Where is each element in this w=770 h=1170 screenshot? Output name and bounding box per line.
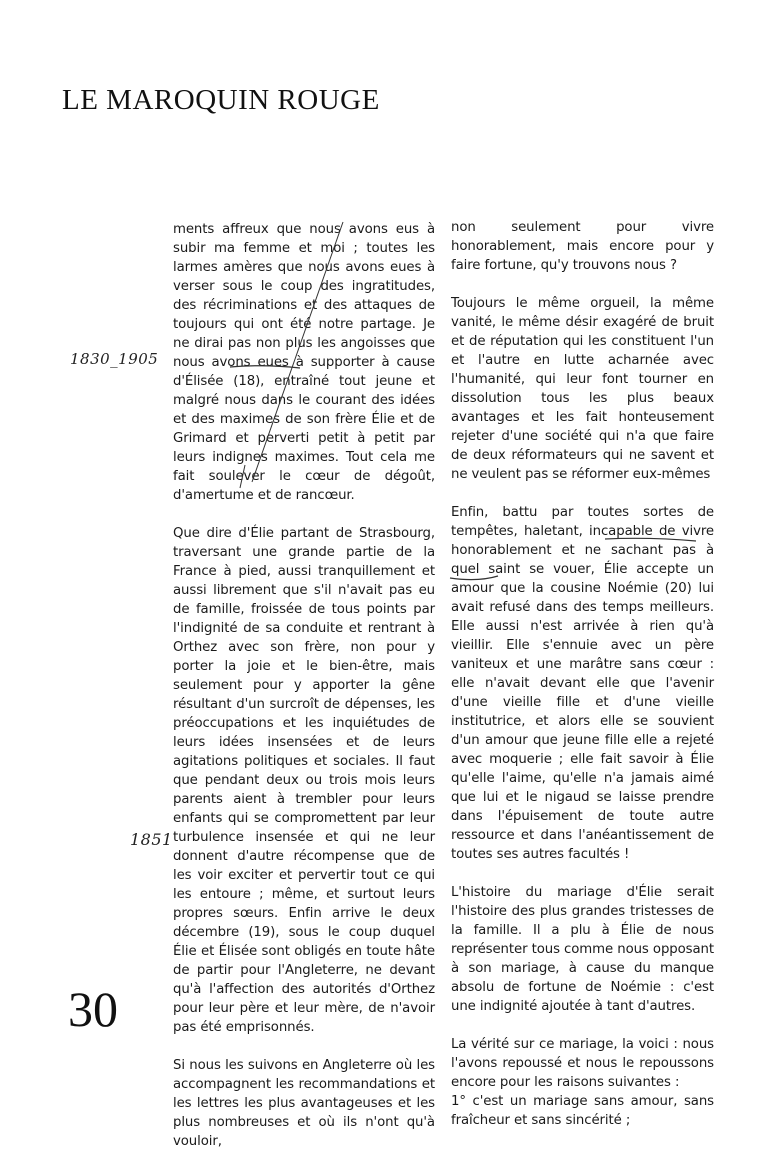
left-text-column bbox=[173, 220, 435, 1170]
paragraph: L'histoire du mariage d'Élie serait l'histoire des plus grandes tristesses de la famille. Il a plu à Élie de nous représenter tous comme nous opposant à son mariage, à cause du manque absolu de fortune de Noémie : c'est une indignité ajoutée à tant d'autres. bbox=[451, 885, 714, 1014]
paragraph: ments affreux que nous avons eus à subir ma femme et moi ; toutes les larmes amères que nous avons eues à verser sous le coup des ingratitudes, des récriminations et des attaques de toujours qui ont été notre partage. Je ne dirai pas non plus les angoisses que nous avons eues à supporter à cause d'Élisée (18), entraîné tout jeune et malgré nous dans le courant des idées et des maximes de son frère Élie et de Grimard et perverti petit à petit par leurs indignes maximes. Tout cela me fait soulever le cœur de dégoût, d'amertume et de rancœur. bbox=[173, 222, 435, 503]
paragraph: La vérité sur ce mariage, la voici : nous l'avons repoussé et nous le repoussons encore pour les raisons suivantes : 1° c'est un mariage sans amour, sans fraîcheur et sans sincérité ; bbox=[451, 1037, 714, 1128]
running-header: LE MAROQUIN ROUGE bbox=[62, 84, 380, 116]
handwritten-date-note: 1830_1905 bbox=[70, 350, 159, 368]
paragraph: Que dire d'Élie partant de Strasbourg, traversant une grande partie de la France à pied, aussi tranquillement et aussi librement que s'il n'avait pas eu de famille, froissée de tous points par l'indignité de sa conduite et rentrant à Orthez avec son frère, non pour y porter la joie et le bien-être, mais seulement pour y apporter la gêne résultant d'un surcroît de dépenses, les préoccupations et les inquiétudes de leurs idées insensées et de leurs agitations politiques et sociales. Il faut que pendant deux ou trois mois leurs parents aient à trembler pour leurs enfants qui se compromettent par leur turbulence insensée et qui ne leur donnent d'autre récompense que de les voir exciter et pervertir tout ce qui les entoure ; même, et surtout leurs propres sœurs. Enfin arrive le deux décembre (19), sous le coup duquel Élie et Élisée sont obligés en toute hâte de partir pour l'Angleterre, ne devant qu'à l'affection des autorités d'Orthez pour leur père et leur mère, de n'avoir pas été emprisonnés. bbox=[173, 526, 435, 1035]
paragraph: Si nous les suivons en Angleterre où les accompagnent les recommandations et les lettres les plus avantageuses et les plus nombreuses et où ils n'ont qu'à vouloir, bbox=[173, 1058, 435, 1149]
paragraph: non seulement pour vivre honorablement, mais encore pour y faire fortune, qu'y trouvons nous ? bbox=[451, 220, 714, 273]
paragraph: Enfin, battu par toutes sortes de tempêtes, haletant, incapable de vivre honorablement et ne sachant pas à quel saint se vouer, Élie accepte un amour que la cousine Noémie (20) lui avait refusé dans des temps meilleurs. Elle aussi n'est arrivée à rien qu'à vieillir. Elle s'ennuie avec un père vaniteux et une marâtre sans cœur : elle n'avait devant elle que l'avenir d'une vieille fille et d'une vieille institutrice, et alors elle se souvient d'un amour que jeune fille elle a rejeté avec moquerie ; elle fait savoir à Élie qu'elle l'aime, qu'elle n'a jamais aimé que lui et le nigaud se laisse prendre dans l'épuisement de toute autre ressource et dans l'anéantissement de toutes ses autres facultés ! bbox=[451, 505, 714, 862]
right-text-column bbox=[451, 218, 714, 1149]
page-number: 30 bbox=[68, 981, 118, 1037]
paragraph: Toujours le même orgueil, la même vanité, le même désir exagéré de bruit et de réputation qui les constituent l'un et l'autre en lutte acharnée avec l'humanité, qui leur font tourner en dissolution tous les plus beaux avantages et les fait honteusement rejeter d'une société qui n'a que faire de deux réformateurs qui ne savent et ne veulent pas se réformer eux-mêmes bbox=[451, 296, 714, 482]
handwritten-year-note: 1851 bbox=[130, 830, 173, 849]
